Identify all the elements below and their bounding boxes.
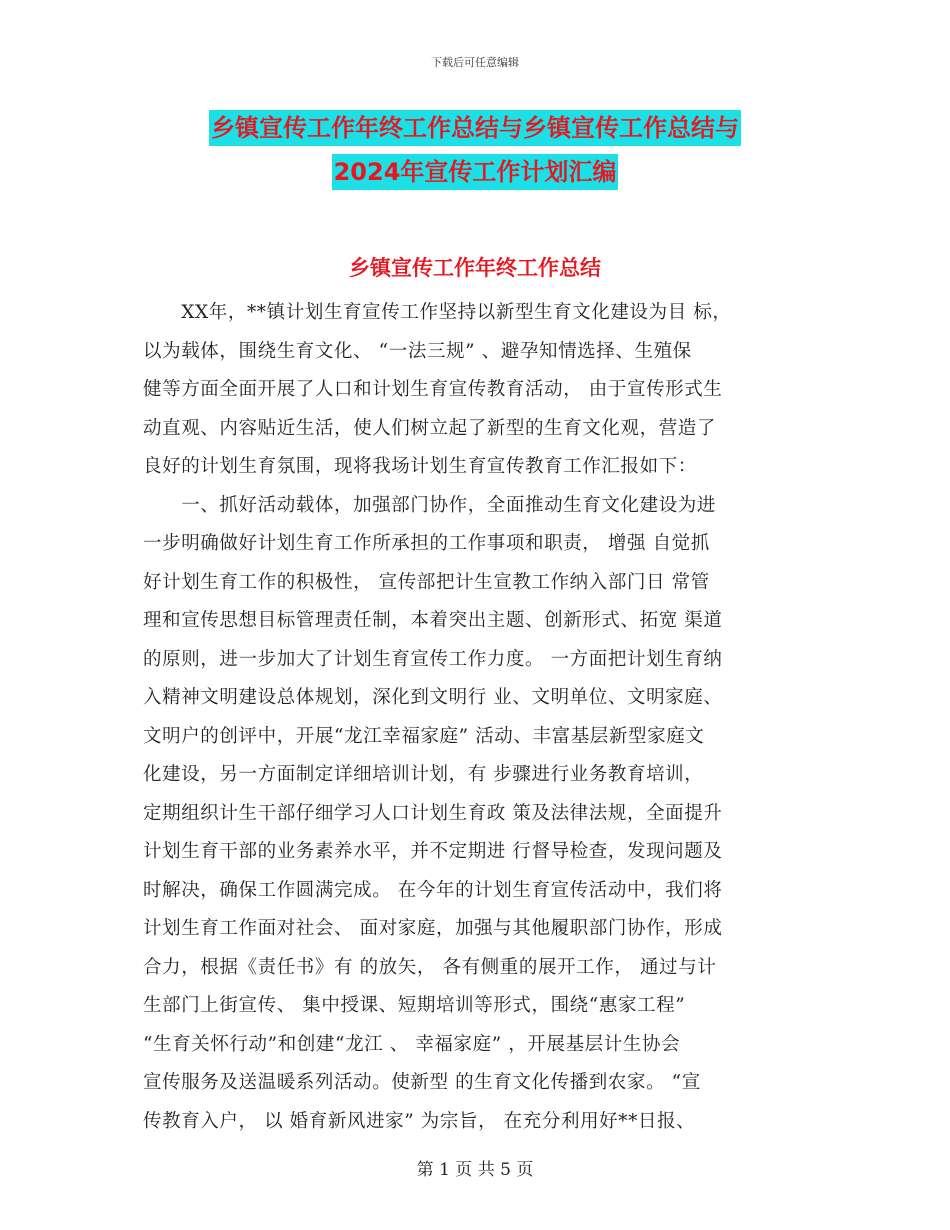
page-number-footer: 第 1 页 共 5 页 [416, 1160, 534, 1180]
body-line: 入精神文明建设总体规划，深化到文明行 业、文明单位、文明家庭、 [143, 687, 723, 708]
body-line: 文明户的创评中，开展“龙江幸福家庭” 活动、丰富基层新型家庭文 [143, 725, 705, 747]
body-line: 计划生育工作面对社会、 面对家庭，加强与其他履职部门协作，形成 [143, 918, 723, 939]
body-line: 一、抓好活动载体，加强部门协作，全面推动生育文化建设为进 [143, 494, 717, 516]
body-line: 合力，根据《责任书》有 的放矢， 各有侧重的展开工作， 通过与计 [143, 956, 717, 978]
title-highlight-1: 乡镇宣传工作年终工作总结与乡镇宣传工作总结与 [209, 110, 741, 146]
body-line: 计划生育干部的业务素养水平，并不定期进 行督导检查，发现问题及 [143, 841, 723, 862]
body-line: 宣传服务及送温暖系列活动。使新型 的生育文化传播到农家。 “宣 [143, 1072, 701, 1093]
body-text [143, 294, 808, 1141]
body-line: 一步明确做好计划生育工作所承担的工作事项和职责， 增强 自觉抓 [143, 533, 710, 554]
body-line: 生部门上街宣传、 集中授课、短期培训等形式，围绕“惠家工程” [143, 995, 686, 1016]
body-line: 传教育入户， 以 婚育新风进家” 为宗旨， 在充分利用好**日报、 [143, 1110, 696, 1132]
body-line: 时解决，确保工作圆满完成。 在今年的计划生育宣传活动中，我们将 [143, 879, 723, 901]
document-title-line-1 [0, 116, 950, 140]
body-line: 以为载体，围绕生育文化、 “一法三规” 、避孕知情选择、生殖保 [143, 340, 692, 362]
section-heading: 乡镇宣传工作年终工作总结 [349, 256, 601, 280]
body-line: 健等方面全面开展了人口和计划生育宣传教育活动， 由于宣传形式生 [143, 379, 723, 400]
title-highlight-2: 2024年宣传工作计划汇编 [332, 154, 619, 190]
body-line: 良好的计划生育氛围，现将我场计划生育宣传教育工作汇报如下： [143, 456, 697, 477]
page-header-note: 下载后可任意编辑 [431, 56, 519, 69]
body-line: “生育关怀行动”和创建“龙江 、 幸福家庭” ，开展基层计生协会 [143, 1033, 681, 1055]
body-line: 理和宣传思想目标管理责任制，本着突出主题、创新形式、拓宽 渠道 [143, 610, 723, 631]
body-line: 定期组织计生干部仔细学习人口计划生育政 策及法律法规，全面提升 [143, 802, 723, 824]
body-line: 的原则，进一步加大了计划生育宣传工作力度。 一方面把计划生育纳 [143, 648, 723, 670]
body-line: 好计划生育工作的积极性， 宣传部把计生宣教工作纳入部门日 常管 [143, 571, 710, 593]
body-line: XX年，**镇计划生育宣传工作坚持以新型生育文化建设为目 标， [143, 302, 732, 323]
body-line: 动直观、内容贴近生活，使人们树立起了新型的生育文化观，营造了 [143, 417, 717, 439]
body-line: 化建设，另一方面制定详细培训计划，有 步骤进行业务教育培训， [143, 764, 704, 785]
document-title-line-2 [0, 160, 950, 184]
